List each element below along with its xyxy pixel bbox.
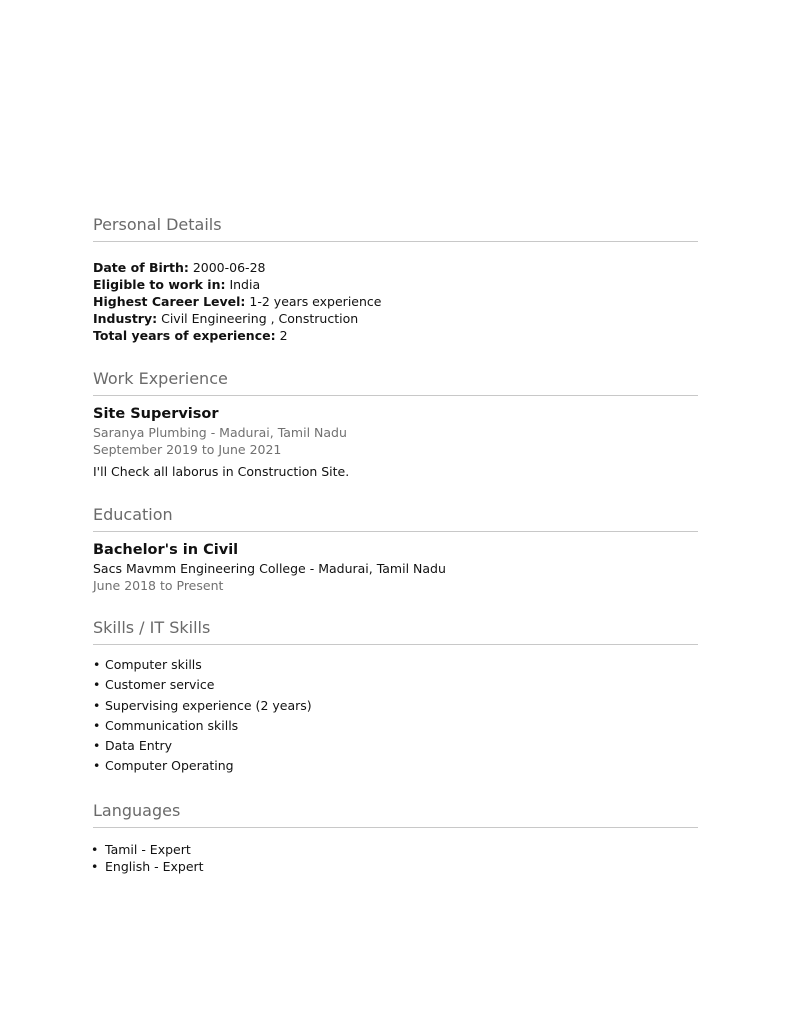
languages-section: [93, 800, 698, 875]
degree-title: Bachelor's in Civil: [93, 542, 239, 558]
experience-years-row: [93, 327, 698, 344]
list-item: • Computer Operating: [93, 756, 698, 776]
dob-label: Date of Birth:: [93, 260, 189, 275]
career-level-row: [93, 293, 698, 310]
education-dates: June 2018 to Present: [93, 578, 224, 593]
work-dates: September 2019 to June 2021: [93, 442, 282, 457]
eligibility-row: [93, 276, 698, 293]
personal-details-section: [93, 214, 698, 344]
work-entry: [93, 405, 698, 480]
education-heading: Education: [93, 504, 698, 532]
work-description: I'll Check all laborus in Construction Site.: [93, 464, 350, 479]
skills-heading: Skills / IT Skills: [93, 617, 698, 645]
list-item: • Communication skills: [93, 716, 698, 736]
languages-heading: Languages: [93, 800, 698, 828]
list-item: • Data Entry: [93, 736, 698, 756]
industry-label: Industry:: [93, 311, 158, 326]
list-item: • Tamil - Expert: [93, 841, 698, 858]
resume-page: [93, 214, 698, 875]
list-item: • Customer service: [93, 675, 698, 695]
work-experience-heading: Work Experience: [93, 368, 698, 396]
company-name: Saranya Plumbing - Madurai, Tamil Nadu: [93, 425, 347, 440]
dob-row: [93, 259, 698, 276]
languages-list: [93, 841, 698, 875]
industry-row: [93, 310, 698, 327]
list-item: • Computer skills: [93, 655, 698, 675]
career-level-label: Highest Career Level:: [93, 294, 246, 309]
job-title: Site Supervisor: [93, 406, 219, 422]
dob-value: 2000-06-28: [192, 260, 266, 275]
list-item: • Supervising experience (2 years): [93, 696, 698, 716]
skills-section: [93, 617, 698, 777]
eligibility-value: India: [229, 277, 261, 292]
skills-list: [93, 655, 698, 777]
school-name: Sacs Mavmm Engineering College - Madurai, Tamil Nadu: [93, 561, 446, 576]
education-entry: [93, 541, 698, 594]
personal-details-heading: Personal Details: [93, 214, 698, 242]
eligibility-label: Eligible to work in:: [93, 277, 226, 292]
industry-value: Civil Engineering , Construction: [161, 311, 359, 326]
personal-details-list: [93, 259, 698, 344]
education-section: [93, 504, 698, 594]
list-item: • English - Expert: [93, 858, 698, 875]
experience-years-value: 2: [279, 328, 288, 343]
work-experience-section: [93, 368, 698, 480]
career-level-value: 1-2 years experience: [249, 294, 382, 309]
experience-years-label: Total years of experience:: [93, 328, 276, 343]
